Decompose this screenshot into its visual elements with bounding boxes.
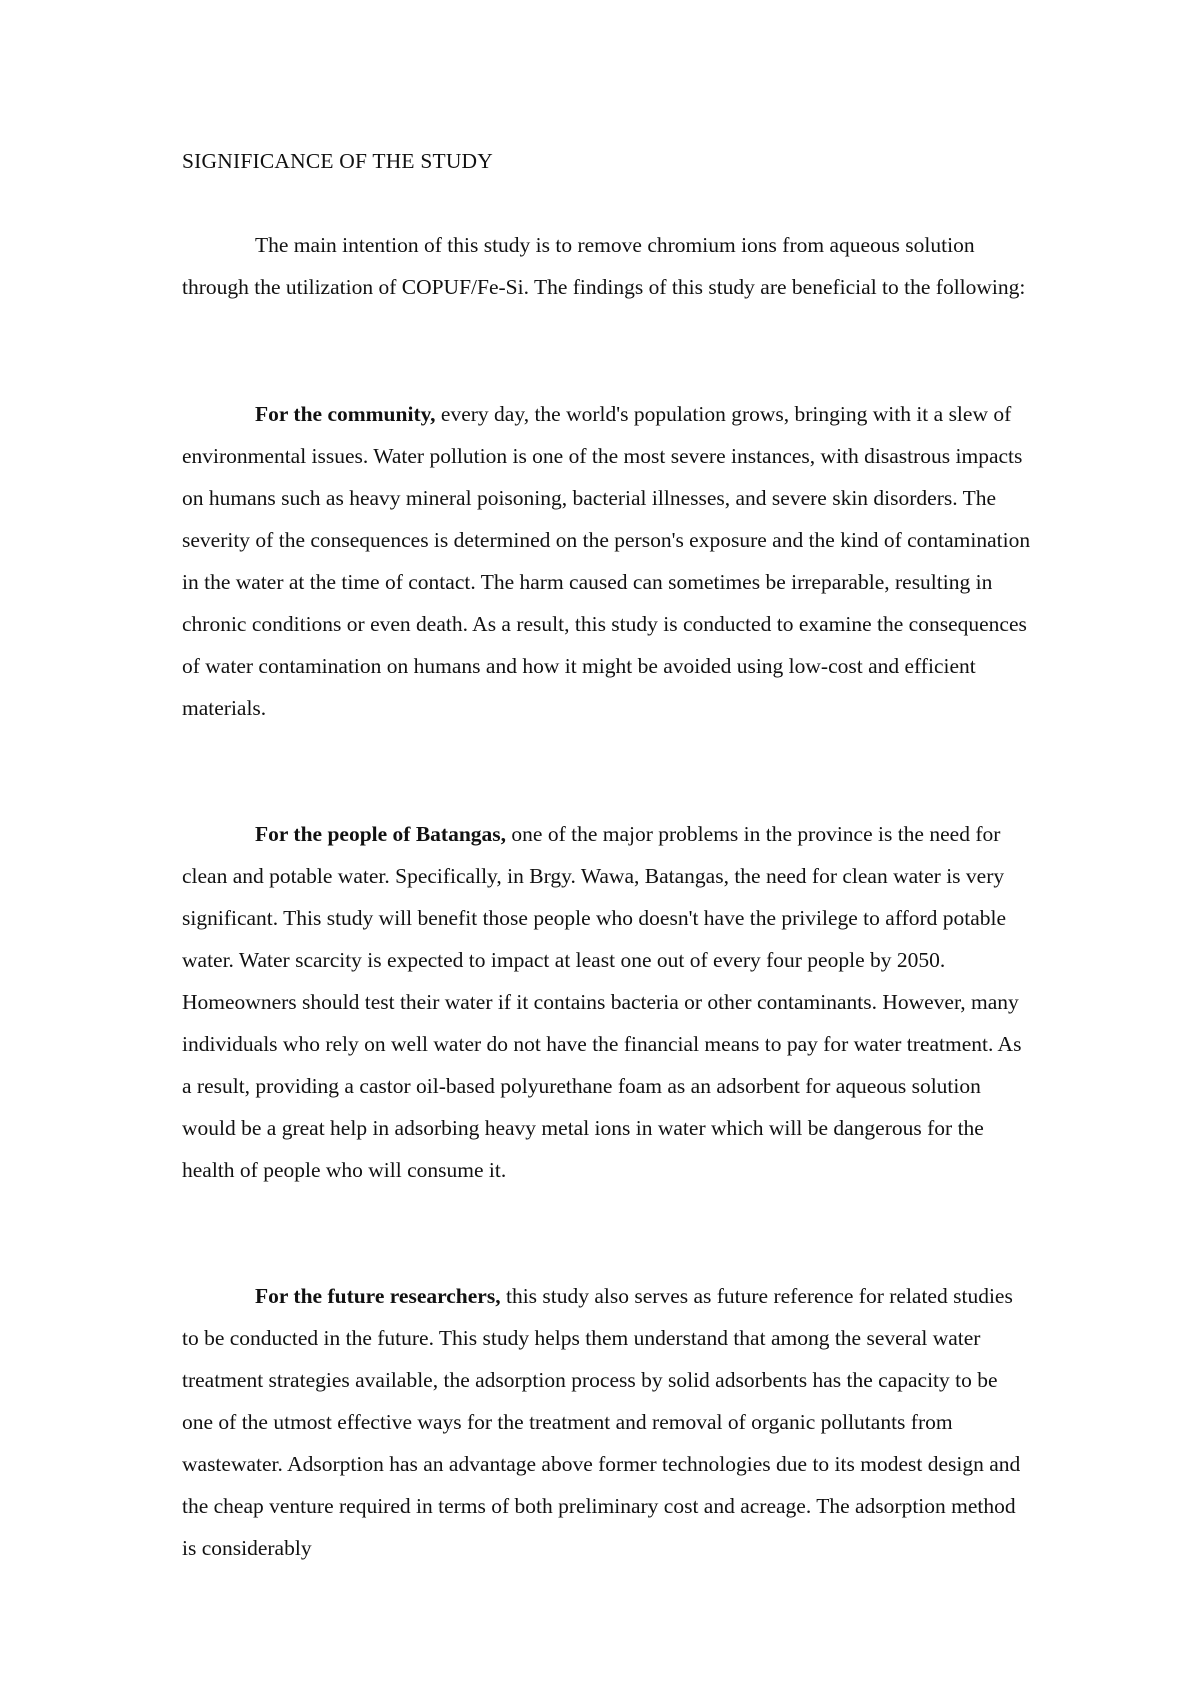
paragraph-future-researchers	[182, 1275, 1032, 1569]
paragraph-body: one of the major problems in the province is the need for clean and potable water. Specifically, in Brgy. Wawa, Batangas, the need for clean water is very significant. This study will benefit those people who doesn't have the privilege to afford potable water. Water scarcity is expected to impact at least one out of every four people by 2050. Homeowners should test their water if it contains bacteria or other contaminants. However, many individuals who rely on well water do not have the financial means to pay for water treatment. As a result, providing a castor oil-based polyurethane foam as an adsorbent for aqueous solution would be a great help in adsorbing heavy metal ions in water which will be dangerous for the health of people who will consume it.	[182, 822, 1022, 1182]
section-heading: SIGNIFICANCE OF THE STUDY	[182, 149, 493, 173]
paragraph-batangas	[182, 813, 1032, 1191]
intro-paragraph: The main intention of this study is to remove chromium ions from aqueous solution through the utilization of COPUF/Fe-Si. The findings of this study are beneficial to the following:	[182, 233, 1026, 299]
paragraph-lead: For the people of Batangas,	[255, 822, 507, 846]
paragraph-body: every day, the world's population grows, bringing with it a slew of environmental issues. Water pollution is one of the most severe instances, with disastrous impacts on humans such as heavy mineral poisoning, bacterial illnesses, and severe skin disorders. The severity of the consequences is determined on the person's exposure and the kind of contamination in the water at the time of contact. The harm caused can sometimes be irreparable, resulting in chronic conditions or even death. As a result, this study is conducted to examine the consequences of water contamination on humans and how it might be avoided using low-cost and efficient materials.	[182, 402, 1031, 720]
paragraph-lead: For the community,	[255, 402, 436, 426]
paragraph-lead: For the future researchers,	[255, 1284, 501, 1308]
paragraph-body: this study also serves as future reference for related studies to be conducted in the future. This study helps them understand that among the several water treatment strategies available, the adsorption process by solid adsorbents has the capacity to be one of the utmost effective ways for the treatment and removal of organic pollutants from wastewater. Adsorption has an advantage above former technologies due to its modest design and the cheap venture required in terms of both preliminary cost and acreage. The adsorption method is considerably	[182, 1284, 1021, 1560]
paragraph-community	[182, 393, 1032, 729]
